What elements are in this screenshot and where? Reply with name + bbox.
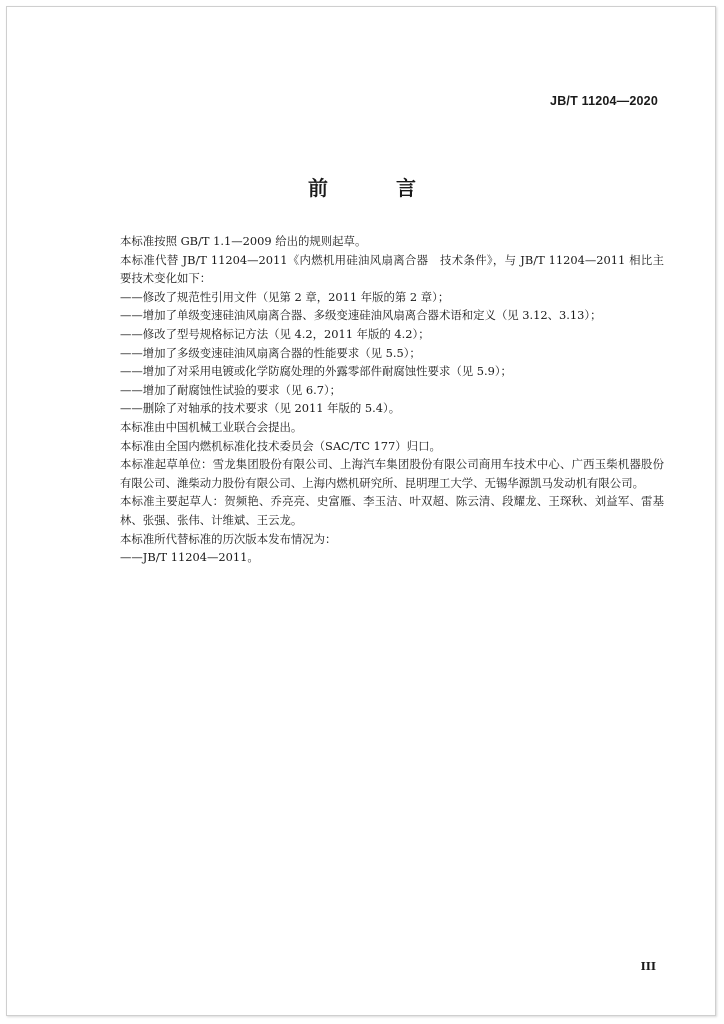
paragraph-drafting-units: 本标准起草单位：雪龙集团股份有限公司、上海汽车集团股份有限公司商用车技术中心、广西玉柴机器股份有限公司、潍柴动力股份有限公司、上海内燃机研究所、昆明理工大学、无锡华源凯马发动机有限公司。 (120, 457, 664, 490)
change-item: ——删除了对轴承的技术要求（见 2011 年版的 5.4）。 (120, 401, 401, 416)
paragraph-proposer: 本标准由中国机械工业联合会提出。 (120, 419, 303, 434)
page-title: 前 言 (308, 176, 440, 200)
standard-code: JB/T 11204—2020 (550, 94, 658, 108)
change-item: ——增加了单级变速硅油风扇离合器、多级变速硅油风扇离合器术语和定义（见 3.12、3.13）； (120, 308, 602, 323)
history-item: ——JB/T 11204—2011。 (120, 550, 259, 565)
paragraph-committee: 本标准由全国内燃机标准化技术委员会（SAC/TC 177）归口。 (120, 438, 441, 453)
paragraph-history: 本标准所代替标准的历次版本发布情况为： (120, 531, 337, 546)
change-item: ——修改了规范性引用文件（见第 2 章，2011 年版的第 2 章）； (120, 289, 450, 304)
page-number: III (640, 960, 656, 973)
paragraph-drafters: 本标准主要起草人：贺频艳、乔亮亮、史富雁、李玉洁、叶双超、陈云清、段耀龙、王琛秋、刘益军、雷基林、张强、张伟、计维斌、王云龙。 (120, 494, 664, 527)
foreword-body (104, 232, 664, 567)
paragraph-drafting-rules: 本标准按照 GB/T 1.1—2009 给出的规则起草。 (120, 234, 367, 248)
change-item: ——修改了型号规格标记方法（见 4.2，2011 年版的 4.2）； (120, 326, 430, 341)
paragraph-replacement: 本标准代替 JB/T 11204—2011《内燃机用硅油风扇离合器 技术条件》，与 JB/T 11204—2011 相比主要技术变化如下： (120, 252, 664, 286)
change-item: ——增加了多级变速硅油风扇离合器的性能要求（见 5.5）； (120, 345, 421, 360)
change-item: ——增加了对采用电镀或化学防腐处理的外露零部件耐腐蚀性要求（见 5.9）； (120, 364, 512, 379)
change-item: ——增加了耐腐蚀性试验的要求（见 6.7）； (120, 382, 342, 397)
